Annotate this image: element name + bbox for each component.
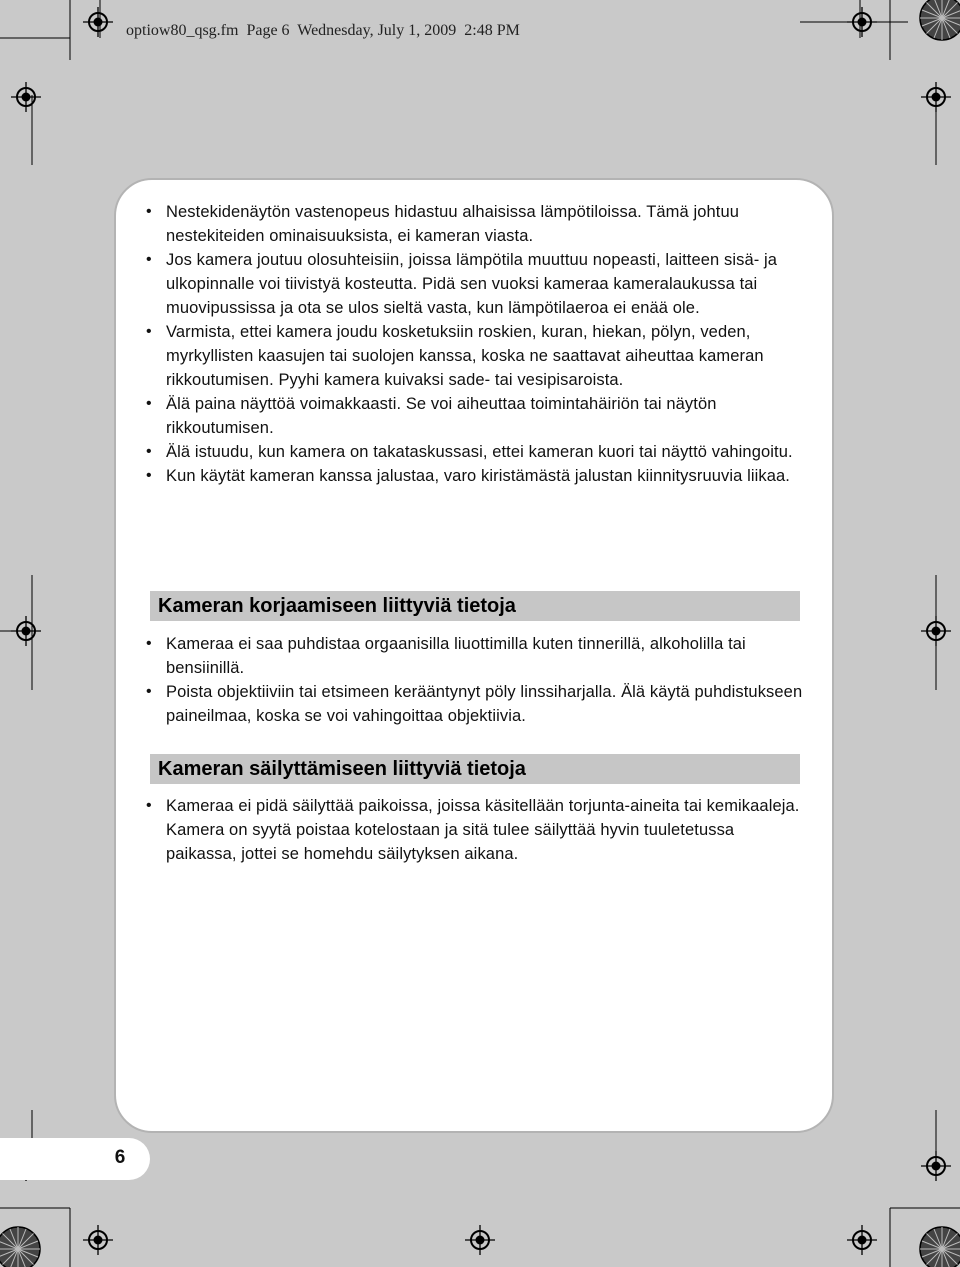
bullet-list-repair (146, 632, 806, 728)
list-item: • Kun käytät kameran kanssa jalustaa, varo kiristämästä jalustan kiinnitysruuvia liikaa. (146, 464, 806, 488)
bullet-icon: • (146, 323, 152, 340)
list-item: • Kameraa ei pidä säilyttää paikoissa, joissa käsitellään torjunta-aineita tai kemikaaleja. Kamera on syytä poistaa kotelostaan ja sitä tulee säilyttää hyvin tuuletetussa paikassa, jottei se homehdu säilytyksen aikana. (146, 794, 806, 866)
print-header: optiow80_qsg.fm Page 6 Wednesday, July 1, 2009 2:48 PM (126, 22, 520, 39)
section-heading-storage: Kameran säilyttämiseen liittyviä tietoja (150, 754, 800, 784)
bullet-icon: • (146, 797, 152, 814)
content-area-repair (146, 632, 806, 728)
list-item: • Varmista, ettei kamera joudu kosketuksiin roskien, kuran, hiekan, pölyn, veden, myrkyllisten kaasujen tai suolojen kanssa, koska ne saattavat aiheuttaa kameran rikkoutumisen. Pyyhi kamera kuivaksi sade- tai vesipisaroista. (146, 320, 806, 392)
bullet-icon: • (146, 467, 152, 484)
list-item: • Kameraa ei saa puhdistaa orgaanisilla liuottimilla kuten tinnerillä, alkoholilla tai bensiinillä. (146, 632, 806, 680)
bullet-icon: • (146, 683, 152, 700)
bullet-icon: • (146, 251, 152, 268)
section-heading-repair: Kameran korjaamiseen liittyviä tietoja (150, 591, 800, 621)
bullet-list-precautions (146, 200, 806, 488)
list-item: • Jos kamera joutuu olosuhteisiin, joissa lämpötila muuttuu nopeasti, laitteen sisä- ja ulkopinnalle voi tiivistyä kosteutta. Pidä sen vuoksi kameraa kameralaukussa tai muovipussissa ja ota se ulos sieltä vasta, kun lämpötilaeroa ei enää ole. (146, 248, 806, 320)
content-area-storage (146, 794, 806, 866)
list-item: • Älä paina näyttöä voimakkaasti. Se voi aiheuttaa toimintahäiriön tai näytön rikkoutumisen. (146, 392, 806, 440)
list-item: • Poista objektiiviin tai etsimeen kerääntynyt pöly linssiharjalla. Älä käytä puhdistukseen paineilmaa, koska se voi vahingoittaa objektiivia. (146, 680, 806, 728)
list-item: • Älä istuudu, kun kamera on takataskussasi, ettei kameran kuori tai näyttö vahingoitu. (146, 440, 806, 464)
bullet-icon: • (146, 635, 152, 652)
list-item: • Nestekidenäytön vastenopeus hidastuu alhaisissa lämpötiloissa. Tämä johtuu nestekiteiden ominaisuuksista, ei kameran viasta. (146, 200, 806, 248)
bullet-list-storage (146, 794, 806, 866)
page-number: 6 (114, 1147, 126, 1168)
bullet-icon: • (146, 395, 152, 412)
bullet-icon: • (146, 203, 152, 220)
content-area (146, 200, 806, 488)
bullet-icon: • (146, 443, 152, 460)
